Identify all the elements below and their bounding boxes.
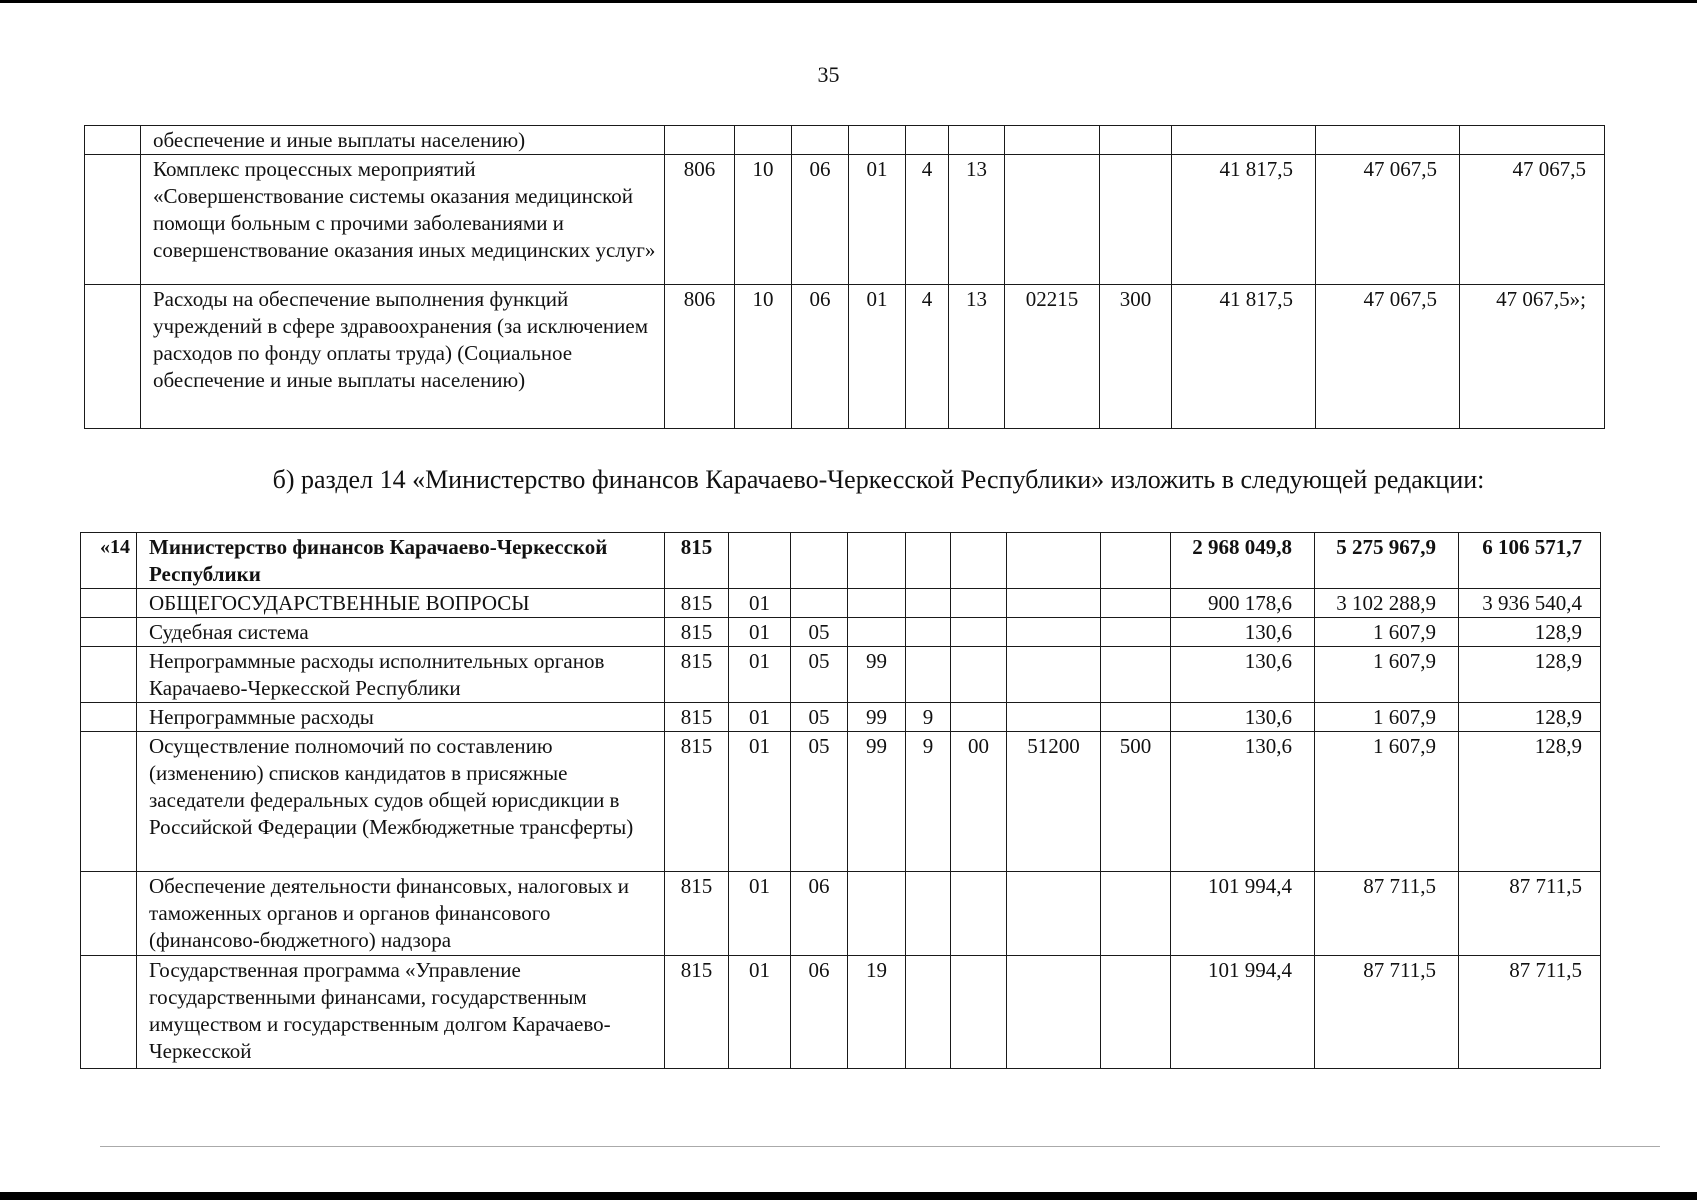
item-name: ОБЩЕГОСУДАРСТВЕННЫЕ ВОПРОСЫ — [137, 589, 665, 618]
code-subprogram — [951, 956, 1007, 1069]
code-ministry: 815 — [665, 533, 729, 589]
code-subprogram-type — [906, 956, 951, 1069]
code-direction: 51200 — [1007, 732, 1101, 872]
amount-year-3: 128,9 — [1459, 732, 1601, 872]
amount-year-1: 41 817,5 — [1172, 155, 1316, 285]
code-expense-type — [1100, 126, 1172, 155]
amount-year-1: 130,6 — [1171, 703, 1315, 732]
row-number — [85, 126, 141, 155]
code-ministry: 815 — [665, 647, 729, 703]
item-name: Непрограммные расходы — [137, 703, 665, 732]
amount-year-3: 128,9 — [1459, 703, 1601, 732]
code-program: 99 — [848, 647, 906, 703]
code-section — [729, 533, 791, 589]
code-subsection — [791, 589, 848, 618]
code-program: 01 — [849, 285, 906, 429]
row-number: «14 — [81, 533, 137, 589]
code-subprogram-type: 4 — [906, 155, 949, 285]
item-name: обеспечение и иные выплаты населению) — [141, 126, 665, 155]
code-section: 01 — [729, 589, 791, 618]
row-number — [85, 155, 141, 285]
amount-year-2: 1 607,9 — [1315, 647, 1459, 703]
row-number — [81, 956, 137, 1069]
code-subsection: 06 — [791, 956, 848, 1069]
code-subsection: 05 — [791, 703, 848, 732]
code-subsection: 05 — [791, 647, 848, 703]
code-section: 10 — [735, 285, 792, 429]
code-section: 01 — [729, 956, 791, 1069]
code-ministry: 815 — [665, 872, 729, 956]
code-ministry: 806 — [665, 285, 735, 429]
table-row — [81, 589, 1601, 618]
amount-year-1: 900 178,6 — [1171, 589, 1315, 618]
code-program: 01 — [849, 155, 906, 285]
code-direction — [1007, 533, 1101, 589]
table-row — [81, 872, 1601, 956]
code-ministry: 815 — [665, 956, 729, 1069]
code-ministry: 806 — [665, 155, 735, 285]
amount-year-3: 87 711,5 — [1459, 956, 1601, 1069]
amount-year-2: 47 067,5 — [1316, 285, 1460, 429]
code-subprogram — [951, 589, 1007, 618]
row-number — [81, 618, 137, 647]
code-subsection: 06 — [792, 155, 849, 285]
code-subprogram — [951, 533, 1007, 589]
amount-year-3: 128,9 — [1459, 647, 1601, 703]
amount-year-3 — [1460, 126, 1605, 155]
code-subprogram — [951, 618, 1007, 647]
code-subprogram-type — [906, 872, 951, 956]
code-subprogram: 13 — [949, 155, 1005, 285]
table-row — [81, 618, 1601, 647]
code-section: 01 — [729, 703, 791, 732]
code-program — [848, 872, 906, 956]
code-subprogram-type — [906, 647, 951, 703]
row-number — [81, 872, 137, 956]
code-program: 99 — [848, 732, 906, 872]
table-row — [85, 285, 1605, 429]
code-section — [735, 126, 792, 155]
scan-edge-top — [0, 0, 1697, 3]
code-ministry: 815 — [665, 589, 729, 618]
code-program: 99 — [848, 703, 906, 732]
table-row — [81, 732, 1601, 872]
amount-year-2: 1 607,9 — [1315, 703, 1459, 732]
amount-year-2: 1 607,9 — [1315, 732, 1459, 872]
code-direction — [1005, 126, 1100, 155]
amount-year-3: 47 067,5 — [1460, 155, 1605, 285]
budget-table-section-14 — [80, 532, 1601, 1069]
code-ministry: 815 — [665, 618, 729, 647]
code-program: 19 — [848, 956, 906, 1069]
amendment-instruction: б) раздел 14 «Министерство финансов Карачаево-Черкесской Республики» изложить в следующей редакции: — [272, 465, 1485, 494]
code-program — [848, 618, 906, 647]
table-row — [81, 647, 1601, 703]
code-program — [848, 533, 906, 589]
amount-year-2: 5 275 967,9 — [1315, 533, 1459, 589]
code-subprogram-type — [906, 533, 951, 589]
code-subprogram-type: 9 — [906, 703, 951, 732]
code-subprogram: 00 — [951, 732, 1007, 872]
code-section: 01 — [729, 872, 791, 956]
code-section: 01 — [729, 647, 791, 703]
code-subprogram-type: 9 — [906, 732, 951, 872]
code-subprogram-type — [906, 126, 949, 155]
code-section: 01 — [729, 618, 791, 647]
code-direction — [1007, 589, 1101, 618]
code-subprogram — [951, 872, 1007, 956]
amount-year-1: 2 968 049,8 — [1171, 533, 1315, 589]
code-direction — [1007, 647, 1101, 703]
code-expense-type — [1101, 618, 1171, 647]
code-subprogram — [951, 647, 1007, 703]
amount-year-1: 101 994,4 — [1171, 956, 1315, 1069]
item-name: Министерство финансов Карачаево-Черкесской Республики — [137, 533, 665, 589]
code-subprogram-type: 4 — [906, 285, 949, 429]
code-expense-type — [1101, 872, 1171, 956]
item-name: Непрограммные расходы исполнительных органов Карачаево-Черкесской Республики — [137, 647, 665, 703]
code-subsection: 06 — [791, 872, 848, 956]
code-expense-type — [1101, 956, 1171, 1069]
table-row — [85, 126, 1605, 155]
code-subprogram-type — [906, 589, 951, 618]
amount-year-1: 41 817,5 — [1172, 285, 1316, 429]
amount-year-3: 128,9 — [1459, 618, 1601, 647]
item-name: Комплекс процессных мероприятий «Совершенствование системы оказания медицинской помощи больным с прочими заболеваниями и совершенствование оказания иных медицинских услуг» — [141, 155, 665, 285]
code-subsection — [792, 126, 849, 155]
amount-year-2: 87 711,5 — [1315, 872, 1459, 956]
amount-year-2 — [1316, 126, 1460, 155]
row-number — [81, 703, 137, 732]
code-expense-type — [1101, 589, 1171, 618]
code-expense-type — [1101, 647, 1171, 703]
amount-year-1: 130,6 — [1171, 732, 1315, 872]
page-number: 35 — [817, 62, 840, 87]
amount-year-2: 47 067,5 — [1316, 155, 1460, 285]
item-name: Государственная программа «Управление государственными финансами, государственным имуществом и государственным долгом Карачаево-Черкесской — [137, 956, 665, 1069]
code-subsection: 05 — [791, 732, 848, 872]
row-number — [81, 647, 137, 703]
code-subprogram: 13 — [949, 285, 1005, 429]
code-direction — [1007, 703, 1101, 732]
code-direction: 02215 — [1005, 285, 1100, 429]
amount-year-1: 130,6 — [1171, 647, 1315, 703]
amount-year-3: 47 067,5»; — [1460, 285, 1605, 429]
amount-year-3: 6 106 571,7 — [1459, 533, 1601, 589]
code-direction — [1007, 618, 1101, 647]
table-row — [85, 155, 1605, 285]
table-row — [81, 533, 1601, 589]
code-subprogram — [949, 126, 1005, 155]
amount-year-1: 130,6 — [1171, 618, 1315, 647]
code-subsection: 05 — [791, 618, 848, 647]
item-name: Судебная система — [137, 618, 665, 647]
code-ministry — [665, 126, 735, 155]
code-subprogram — [951, 703, 1007, 732]
amount-year-2: 3 102 288,9 — [1315, 589, 1459, 618]
item-name: Осуществление полномочий по составлению (изменению) списков кандидатов в присяжные заседатели федеральных судов общей юрисдикции в Российской Федерации (Межбюджетные трансферты) — [137, 732, 665, 872]
code-program — [848, 589, 906, 618]
scan-artifact-line — [100, 1146, 1660, 1147]
code-expense-type — [1100, 155, 1172, 285]
code-expense-type: 500 — [1101, 732, 1171, 872]
amount-year-1 — [1172, 126, 1316, 155]
row-number — [81, 732, 137, 872]
amount-year-2: 1 607,9 — [1315, 618, 1459, 647]
code-direction — [1007, 872, 1101, 956]
code-expense-type — [1101, 533, 1171, 589]
row-number — [85, 285, 141, 429]
table-row — [81, 703, 1601, 732]
code-expense-type — [1101, 703, 1171, 732]
scan-edge-bottom — [0, 1192, 1697, 1200]
code-ministry: 815 — [665, 732, 729, 872]
table-row — [81, 956, 1601, 1069]
amount-year-3: 3 936 540,4 — [1459, 589, 1601, 618]
code-program — [849, 126, 906, 155]
amount-year-1: 101 994,4 — [1171, 872, 1315, 956]
code-section: 01 — [729, 732, 791, 872]
code-subsection: 06 — [792, 285, 849, 429]
budget-table-continued — [84, 125, 1605, 429]
code-section: 10 — [735, 155, 792, 285]
code-subprogram-type — [906, 618, 951, 647]
code-subsection — [791, 533, 848, 589]
item-name: Обеспечение деятельности финансовых, налоговых и таможенных органов и органов финансового (финансово-бюджетного) надзора — [137, 872, 665, 956]
code-expense-type: 300 — [1100, 285, 1172, 429]
amount-year-2: 87 711,5 — [1315, 956, 1459, 1069]
code-ministry: 815 — [665, 703, 729, 732]
code-direction — [1005, 155, 1100, 285]
code-direction — [1007, 956, 1101, 1069]
item-name: Расходы на обеспечение выполнения функций учреждений в сфере здравоохранения (за исключением расходов по фонду оплаты труда) (Социальное обеспечение и иные выплаты населению) — [141, 285, 665, 429]
row-number — [81, 589, 137, 618]
amount-year-3: 87 711,5 — [1459, 872, 1601, 956]
